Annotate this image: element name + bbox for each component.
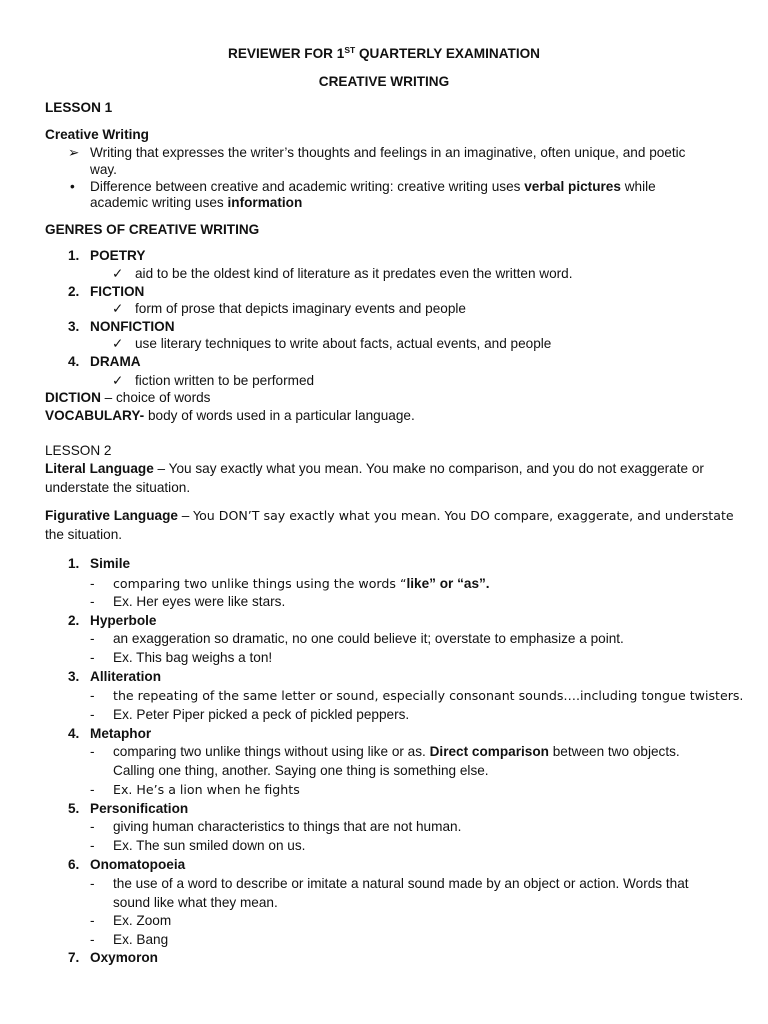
metaphor-example: Ex. He’s a lion when he fights	[113, 782, 300, 797]
figure-number: 5.	[68, 801, 80, 816]
check-icon: ✓	[112, 373, 124, 388]
genre-desc-nonfiction: use literary techniques to write about facts, actual events, and people	[135, 336, 552, 351]
check-icon: ✓	[112, 336, 124, 351]
dash-bullet: -	[90, 576, 95, 591]
figure-name-personification: Personification	[90, 801, 189, 816]
figure-name-alliteration: Alliteration	[90, 669, 161, 684]
document-subtitle: CREATIVE WRITING	[318, 74, 450, 89]
title-superscript: ST	[344, 45, 356, 55]
figure-number: 4.	[68, 726, 80, 741]
dash-bullet: -	[90, 913, 95, 928]
hyperbole-definition: an exaggeration so dramatic, no one could believe it; overstate to emphasize a point.	[113, 631, 624, 646]
genre-name-drama: DRAMA	[90, 354, 141, 369]
dash-bullet: -	[90, 932, 95, 947]
genre-desc-fiction: form of prose that depicts imaginary events and people	[135, 301, 466, 316]
genre-desc-poetry: aid to be the oldest kind of literature as it predates even the written word.	[135, 266, 573, 281]
dash-bullet: -	[90, 688, 95, 703]
dash-bullet: -	[90, 744, 95, 759]
dash-bullet: -	[90, 782, 95, 797]
arrow-bullet-icon: ➢	[68, 145, 80, 160]
genre-desc-drama: fiction written to be performed	[135, 373, 315, 388]
cw-difference-line2: academic writing uses information	[90, 195, 303, 210]
metaphor-definition-line1: comparing two unlike things without using like or as. Direct comparison between two objects.	[113, 744, 680, 759]
dash-bullet: -	[90, 819, 95, 834]
figure-name-oxymoron: Oxymoron	[90, 950, 158, 965]
figure-number: 1.	[68, 556, 80, 571]
figure-name-hyperbole: Hyperbole	[90, 613, 157, 628]
figurative-language-line1: Figurative Language – You DON’T say exactly what you mean. You DO compare, exaggerate, and understate	[45, 508, 734, 523]
check-icon: ✓	[112, 301, 124, 316]
simile-example: Ex. Her eyes were like stars.	[113, 594, 286, 609]
creative-writing-heading: Creative Writing	[45, 127, 149, 142]
metaphor-definition-line2: Calling one thing, another. Saying one thing is something else.	[113, 763, 489, 778]
genres-heading: GENRES OF CREATIVE WRITING	[45, 222, 260, 237]
vocabulary-definition: VOCABULARY- body of words used in a particular language.	[45, 408, 415, 423]
figure-number: 2.	[68, 613, 80, 628]
cw-difference-line1: Difference between creative and academic writing: creative writing uses verbal pictures while	[90, 179, 656, 194]
onomatopoeia-example-bang: Ex. Bang	[113, 932, 169, 947]
document-title: REVIEWER FOR 1ST QUARTERLY EXAMINATION	[228, 45, 540, 61]
genre-number: 2.	[68, 284, 80, 299]
cw-definition-line2: way.	[90, 162, 117, 177]
check-icon: ✓	[112, 266, 124, 281]
diction-definition: DICTION – choice of words	[45, 390, 211, 405]
onomatopoeia-definition-line1: the use of a word to describe or imitate a natural sound made by an object or action. Words that	[113, 876, 689, 891]
figure-number: 6.	[68, 857, 80, 872]
alliteration-definition: the repeating of the same letter or sound, especially consonant sounds….including tongue twisters.	[113, 688, 744, 703]
dash-bullet: -	[90, 631, 95, 646]
onomatopoeia-definition-line2: sound like what they mean.	[113, 895, 278, 910]
genre-number: 4.	[68, 354, 80, 369]
dash-bullet: -	[90, 707, 95, 722]
cw-definition-line1: Writing that expresses the writer’s thoughts and feelings in an imaginative, often unique, and poetic	[90, 145, 686, 160]
hyperbole-example: Ex. This bag weighs a ton!	[113, 650, 273, 665]
genre-name-fiction: FICTION	[90, 284, 145, 299]
genre-number: 3.	[68, 319, 80, 334]
dash-bullet: -	[90, 876, 95, 891]
figure-name-simile: Simile	[90, 556, 131, 571]
lesson1-heading: LESSON 1	[45, 100, 113, 115]
genre-number: 1.	[68, 248, 80, 263]
personification-definition: giving human characteristics to things that are not human.	[113, 819, 462, 834]
onomatopoeia-example-zoom: Ex. Zoom	[113, 913, 172, 928]
dot-bullet-icon: •	[70, 179, 75, 194]
personification-example: Ex. The sun smiled down on us.	[113, 838, 306, 853]
figure-name-onomatopoeia: Onomatopoeia	[90, 857, 186, 872]
lesson2-heading: LESSON 2	[45, 443, 112, 458]
figurative-language-line2: the situation.	[45, 527, 123, 542]
literal-language-line1: Literal Language – You say exactly what you mean. You make no comparison, and you do not exaggerate or	[45, 461, 704, 476]
literal-language-line2: understate the situation.	[45, 480, 191, 495]
genre-name-poetry: POETRY	[90, 248, 146, 263]
simile-definition: comparing two unlike things using the words “like” or “as”.	[113, 576, 490, 591]
dash-bullet: -	[90, 650, 95, 665]
alliteration-example: Ex. Peter Piper picked a peck of pickled peppers.	[113, 707, 410, 722]
dash-bullet: -	[90, 838, 95, 853]
figure-name-metaphor: Metaphor	[90, 726, 152, 741]
figure-number: 7.	[68, 950, 80, 965]
genre-name-nonfiction: NONFICTION	[90, 319, 175, 334]
figure-number: 3.	[68, 669, 80, 684]
dash-bullet: -	[90, 594, 95, 609]
